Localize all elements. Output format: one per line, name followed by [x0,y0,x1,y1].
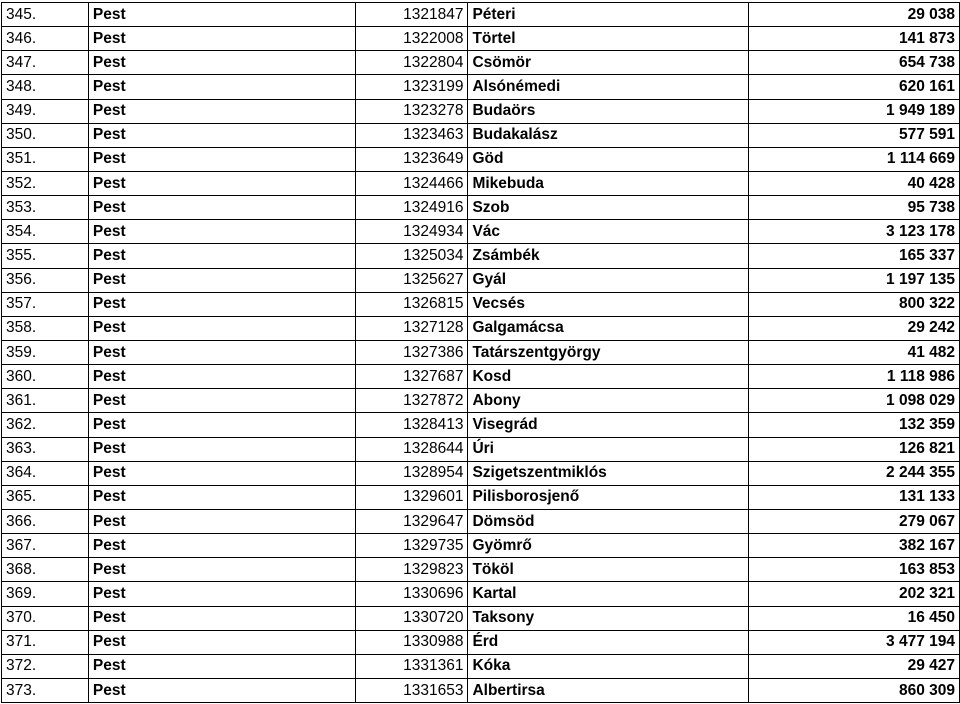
row-number: 346. [2,27,89,51]
settlement-name-cell: Visegrád [468,413,749,437]
code-cell: 1330720 [355,606,468,630]
code-cell: 1323463 [355,123,468,147]
settlement-table [1,2,960,703]
amount-cell: 202 321 [749,582,960,606]
row-number: 357. [2,292,89,316]
code-cell: 1323199 [355,75,468,99]
settlement-name-cell: Kartal [468,582,749,606]
amount-cell: 3 477 194 [749,630,960,654]
row-number: 355. [2,244,89,268]
amount-cell: 654 738 [749,51,960,75]
table-row [2,654,960,678]
table-row [2,461,960,485]
row-number: 371. [2,630,89,654]
settlement-name-cell: Alsónémedi [468,75,749,99]
code-cell: 1328954 [355,461,468,485]
table-row [2,99,960,123]
table-row [2,582,960,606]
settlement-name-cell: Kosd [468,365,749,389]
settlement-name-cell: Gyál [468,268,749,292]
county-cell: Pest [88,461,355,485]
settlement-name-cell: Galgamácsa [468,316,749,340]
row-number: 361. [2,389,89,413]
settlement-name-cell: Albertirsa [468,678,749,702]
row-number: 348. [2,75,89,99]
table-row [2,437,960,461]
row-number: 345. [2,3,89,27]
settlement-name-cell: Szigetszentmiklós [468,461,749,485]
row-number: 369. [2,582,89,606]
amount-cell: 40 428 [749,171,960,195]
code-cell: 1329735 [355,534,468,558]
county-cell: Pest [88,365,355,389]
amount-cell: 29 427 [749,654,960,678]
amount-cell: 29 242 [749,316,960,340]
code-cell: 1327687 [355,365,468,389]
settlement-name-cell: Gyömrő [468,534,749,558]
row-number: 363. [2,437,89,461]
table-row [2,196,960,220]
settlement-name-cell: Vác [468,220,749,244]
table-row [2,244,960,268]
amount-cell: 279 067 [749,509,960,533]
county-cell: Pest [88,630,355,654]
code-cell: 1329823 [355,558,468,582]
settlement-name-cell: Zsámbék [468,244,749,268]
row-number: 351. [2,147,89,171]
amount-cell: 1 098 029 [749,389,960,413]
row-number: 362. [2,413,89,437]
row-number: 365. [2,485,89,509]
table-row [2,3,960,27]
table-row [2,268,960,292]
code-cell: 1329601 [355,485,468,509]
row-number: 370. [2,606,89,630]
county-cell: Pest [88,3,355,27]
amount-cell: 163 853 [749,558,960,582]
row-number: 367. [2,534,89,558]
settlement-name-cell: Budaörs [468,99,749,123]
code-cell: 1323278 [355,99,468,123]
row-number: 352. [2,171,89,195]
code-cell: 1328644 [355,437,468,461]
table-row [2,389,960,413]
table-row [2,220,960,244]
row-number: 358. [2,316,89,340]
county-cell: Pest [88,558,355,582]
amount-cell: 800 322 [749,292,960,316]
amount-cell: 29 038 [749,3,960,27]
county-cell: Pest [88,268,355,292]
amount-cell: 382 167 [749,534,960,558]
table-body [2,3,960,703]
county-cell: Pest [88,147,355,171]
county-cell: Pest [88,196,355,220]
row-number: 366. [2,509,89,533]
settlement-name-cell: Budakalász [468,123,749,147]
county-cell: Pest [88,437,355,461]
county-cell: Pest [88,413,355,437]
row-number: 372. [2,654,89,678]
county-cell: Pest [88,582,355,606]
county-cell: Pest [88,171,355,195]
code-cell: 1327128 [355,316,468,340]
row-number: 353. [2,196,89,220]
row-number: 349. [2,99,89,123]
row-number: 373. [2,678,89,702]
table-row [2,606,960,630]
code-cell: 1327386 [355,340,468,364]
amount-cell: 860 309 [749,678,960,702]
county-cell: Pest [88,678,355,702]
amount-cell: 3 123 178 [749,220,960,244]
code-cell: 1327872 [355,389,468,413]
settlement-name-cell: Taksony [468,606,749,630]
code-cell: 1329647 [355,509,468,533]
county-cell: Pest [88,75,355,99]
table-row [2,27,960,51]
code-cell: 1330988 [355,630,468,654]
settlement-name-cell: Abony [468,389,749,413]
county-cell: Pest [88,27,355,51]
settlement-name-cell: Tököl [468,558,749,582]
code-cell: 1331653 [355,678,468,702]
amount-cell: 620 161 [749,75,960,99]
amount-cell: 132 359 [749,413,960,437]
settlement-name-cell: Szob [468,196,749,220]
settlement-name-cell: Péteri [468,3,749,27]
amount-cell: 16 450 [749,606,960,630]
county-cell: Pest [88,51,355,75]
row-number: 350. [2,123,89,147]
code-cell: 1330696 [355,582,468,606]
row-number: 356. [2,268,89,292]
settlement-name-cell: Kóka [468,654,749,678]
amount-cell: 1 118 986 [749,365,960,389]
code-cell: 1324934 [355,220,468,244]
county-cell: Pest [88,99,355,123]
county-cell: Pest [88,509,355,533]
table-row [2,365,960,389]
county-cell: Pest [88,485,355,509]
amount-cell: 126 821 [749,437,960,461]
county-cell: Pest [88,340,355,364]
county-cell: Pest [88,606,355,630]
code-cell: 1324916 [355,196,468,220]
code-cell: 1322008 [355,27,468,51]
code-cell: 1321847 [355,3,468,27]
amount-cell: 95 738 [749,196,960,220]
county-cell: Pest [88,654,355,678]
table-row [2,630,960,654]
amount-cell: 1 949 189 [749,99,960,123]
code-cell: 1331361 [355,654,468,678]
row-number: 347. [2,51,89,75]
table-row [2,678,960,702]
amount-cell: 131 133 [749,485,960,509]
settlement-name-cell: Vecsés [468,292,749,316]
county-cell: Pest [88,292,355,316]
table-row [2,147,960,171]
settlement-name-cell: Dömsöd [468,509,749,533]
code-cell: 1325627 [355,268,468,292]
table-row [2,123,960,147]
row-number: 359. [2,340,89,364]
settlement-name-cell: Tatárszentgyörgy [468,340,749,364]
county-cell: Pest [88,220,355,244]
table-row [2,316,960,340]
table-row [2,171,960,195]
row-number: 368. [2,558,89,582]
amount-cell: 2 244 355 [749,461,960,485]
county-cell: Pest [88,244,355,268]
county-cell: Pest [88,389,355,413]
settlement-name-cell: Mikebuda [468,171,749,195]
amount-cell: 577 591 [749,123,960,147]
row-number: 364. [2,461,89,485]
county-cell: Pest [88,123,355,147]
amount-cell: 1 114 669 [749,147,960,171]
code-cell: 1325034 [355,244,468,268]
table-row [2,485,960,509]
amount-cell: 1 197 135 [749,268,960,292]
settlement-name-cell: Érd [468,630,749,654]
row-number: 354. [2,220,89,244]
table-row [2,75,960,99]
table-row [2,413,960,437]
settlement-name-cell: Göd [468,147,749,171]
code-cell: 1323649 [355,147,468,171]
settlement-name-cell: Pilisborosjenő [468,485,749,509]
county-cell: Pest [88,316,355,340]
row-number: 360. [2,365,89,389]
table-row [2,534,960,558]
table-row [2,340,960,364]
amount-cell: 165 337 [749,244,960,268]
table-row [2,509,960,533]
settlement-name-cell: Törtel [468,27,749,51]
table-row [2,51,960,75]
table-row [2,558,960,582]
code-cell: 1328413 [355,413,468,437]
code-cell: 1324466 [355,171,468,195]
code-cell: 1326815 [355,292,468,316]
county-cell: Pest [88,534,355,558]
amount-cell: 41 482 [749,340,960,364]
settlement-name-cell: Úri [468,437,749,461]
settlement-name-cell: Csömör [468,51,749,75]
amount-cell: 141 873 [749,27,960,51]
code-cell: 1322804 [355,51,468,75]
table-row [2,292,960,316]
